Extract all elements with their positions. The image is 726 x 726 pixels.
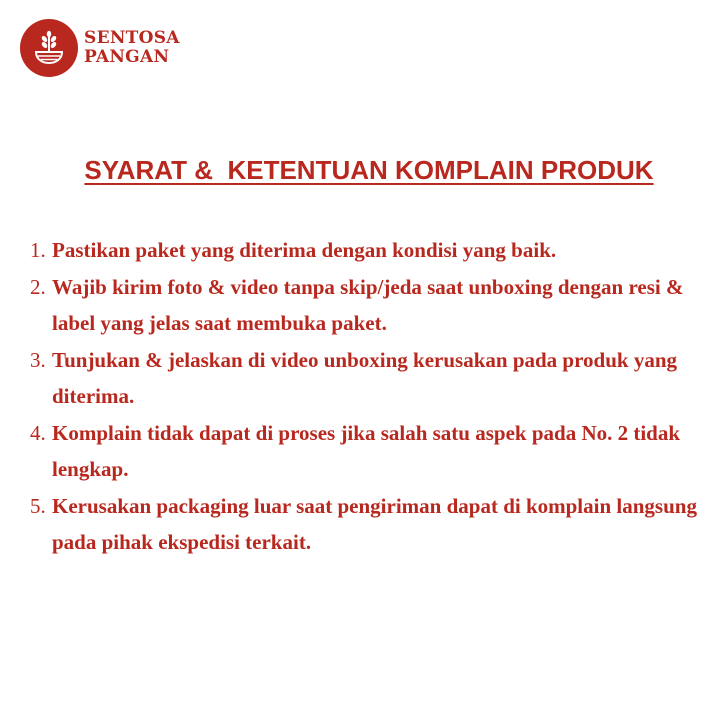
brand-name bbox=[84, 29, 180, 67]
term-number: 1. bbox=[30, 238, 46, 262]
page-title: SYARAT & KETENTUAN KOMPLAIN PRODUK bbox=[84, 155, 654, 185]
term-item bbox=[30, 488, 700, 561]
brand-name-line1: SENTOSA bbox=[84, 28, 180, 48]
terms-list bbox=[30, 232, 700, 561]
term-number: 4. bbox=[30, 420, 46, 445]
term-item bbox=[30, 415, 700, 488]
term-text: Tunjukan & jelaskan di video unboxing kerusakan pada produk yang diterima. bbox=[52, 347, 678, 408]
term-text: Wajib kirim foto & video tanpa skip/jeda saat unboxing dengan resi & label yang jelas saat membuka paket. bbox=[52, 274, 684, 335]
term-text: Kerusakan packaging luar saat pengiriman dapat di komplain langsung pada pihak ekspedisi terkait. bbox=[52, 493, 697, 554]
term-number: 5. bbox=[30, 493, 46, 518]
term-text: Komplain tidak dapat di proses jika salah satu aspek pada No. 2 tidak lengkap. bbox=[52, 420, 681, 481]
term-item bbox=[30, 342, 700, 415]
brand-name-line2: PANGAN bbox=[84, 47, 170, 67]
term-item bbox=[30, 232, 700, 269]
rice-bowl-icon bbox=[20, 19, 78, 77]
term-number: 2. bbox=[30, 274, 46, 299]
brand-logo bbox=[20, 19, 180, 77]
term-item bbox=[30, 269, 700, 342]
term-number: 3. bbox=[30, 347, 46, 372]
term-text: Pastikan paket yang diterima dengan kondisi yang baik. bbox=[52, 238, 557, 262]
